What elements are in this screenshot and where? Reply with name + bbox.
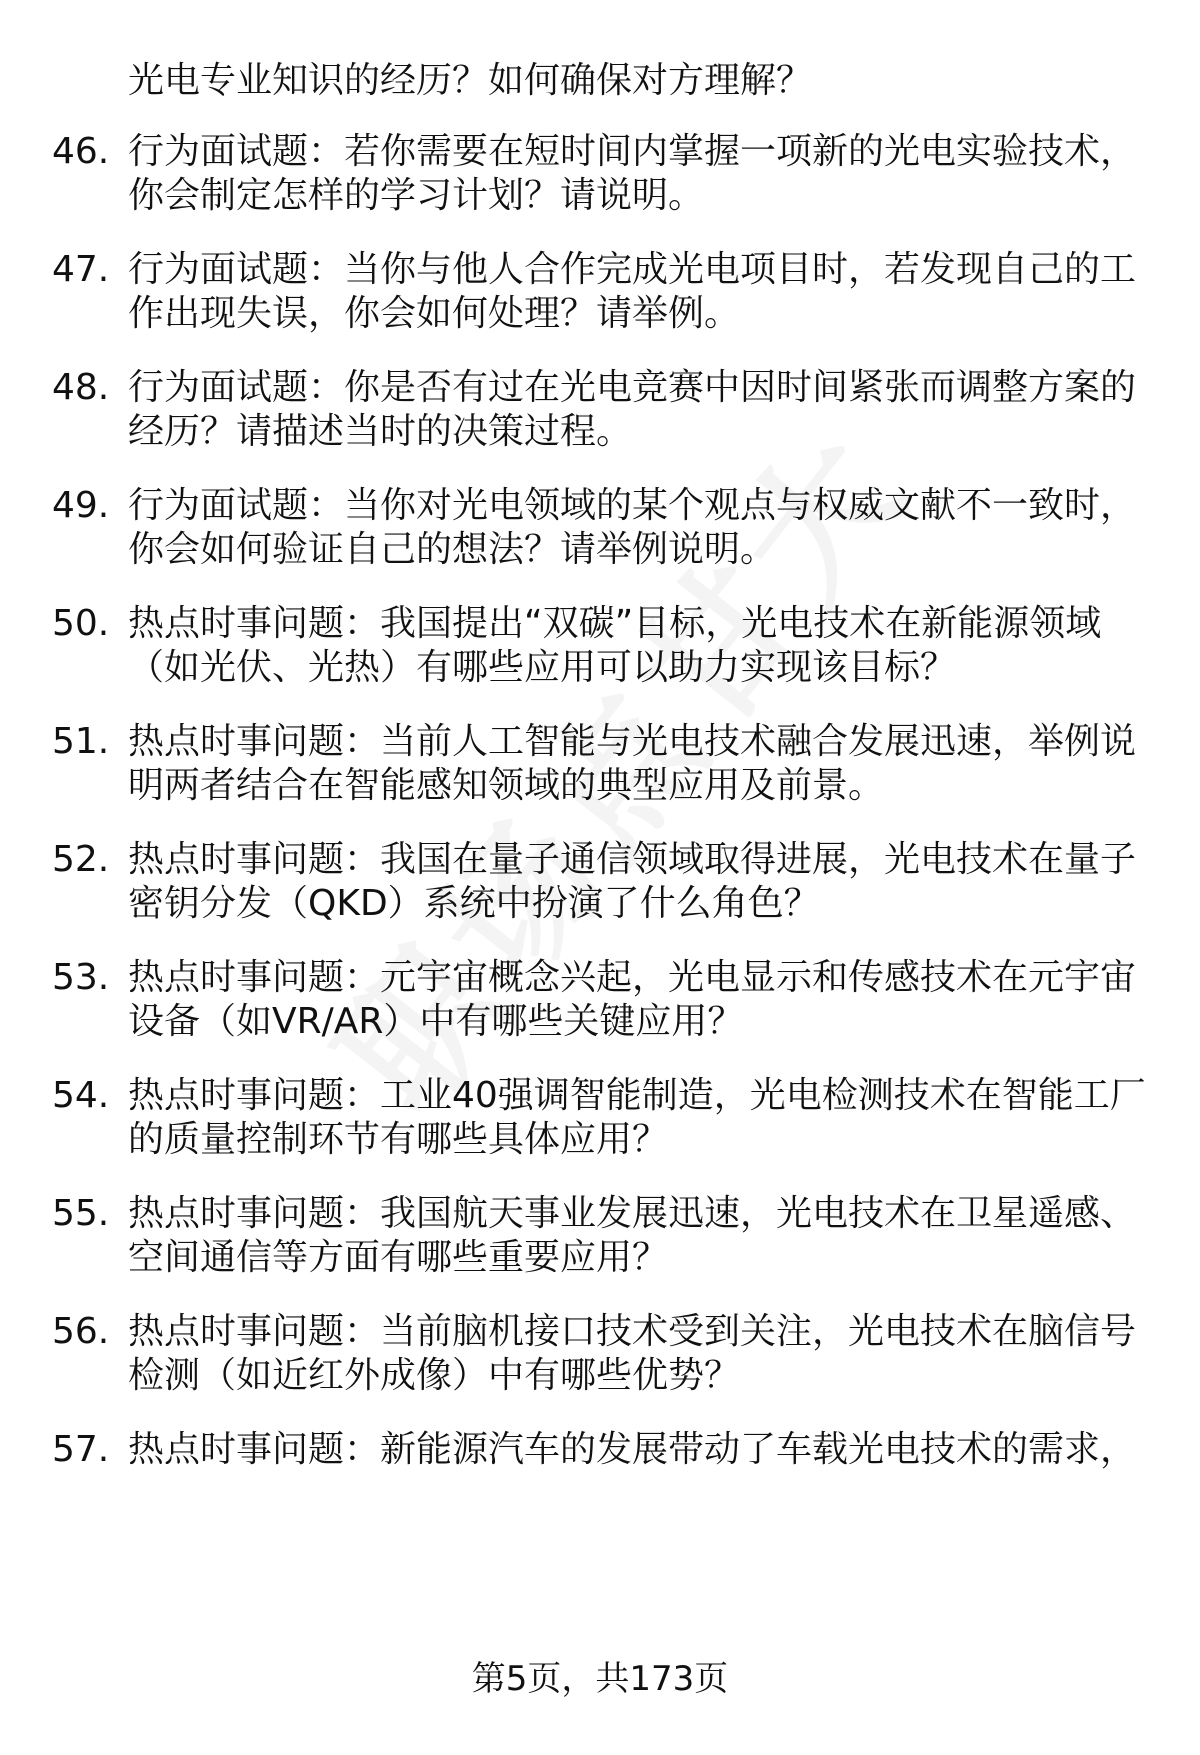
question-line-2: 经历？请描述当时的决策过程。: [128, 411, 633, 452]
question-line-2: 明两者结合在智能感知领域的典型应用及前景。: [128, 765, 885, 806]
question-line-1: 行为面试题：当你与他人合作完成光电项目时，若发现自己的工: [128, 249, 1137, 290]
question-line-2: 你会如何验证自己的想法？请举例说明。: [128, 529, 777, 570]
question-line-2: 空间通信等方面有哪些重要应用？: [128, 1237, 669, 1278]
question-line-2: 设备（如VR/AR）中有哪些关键应用？: [128, 1001, 744, 1042]
question-line-2: 检测（如近红外成像）中有哪些优势？: [128, 1355, 741, 1396]
question-number: 56.: [52, 1311, 110, 1352]
question-line-2: 密钥分发（QKD）系统中扮演了什么角色？: [128, 883, 820, 924]
question-line-1: 热点时事问题：新能源汽车的发展带动了车载光电技术的需求，: [128, 1429, 1137, 1470]
question-line-2: （如光伏、光热）有哪些应用可以助力实现该目标？: [128, 647, 957, 688]
question-number: 48.: [52, 367, 110, 408]
question-line-1: 热点时事问题：当前脑机接口技术受到关注，光电技术在脑信号: [128, 1311, 1137, 1352]
question-number: 57.: [52, 1429, 110, 1470]
question-number: 53.: [52, 957, 110, 998]
question-number: 49.: [52, 485, 110, 526]
question-number: 50.: [52, 603, 110, 644]
question-number: 55.: [52, 1193, 110, 1234]
question-line-2: 的质量控制环节有哪些具体应用？: [128, 1119, 669, 1160]
question-line-1: 热点时事问题：我国在量子通信领域取得进展，光电技术在量子: [128, 839, 1137, 880]
question-number: 47.: [52, 249, 110, 290]
question-line-2: 作出现失误，你会如何处理？请举例。: [128, 293, 741, 334]
question-line-1: 热点时事问题：元宇宙概念兴起，光电显示和传感技术在元宇宙: [128, 957, 1137, 998]
question-number: 46.: [52, 131, 110, 172]
continuation-line: 光电专业知识的经历？如何确保对方理解？: [128, 60, 813, 101]
question-number: 52.: [52, 839, 110, 880]
question-line-1: 行为面试题：当你对光电领域的某个观点与权威文献不一致时，: [128, 485, 1137, 526]
question-line-1: 热点时事问题：工业40强调智能制造，光电检测技术在智能工厂: [128, 1075, 1146, 1116]
question-line-1: 热点时事问题：我国航天事业发展迅速，光电技术在卫星遥感、: [128, 1193, 1137, 1234]
question-line-1: 热点时事问题：我国提出“双碳”目标，光电技术在新能源领域: [128, 603, 1102, 644]
question-line-2: 你会制定怎样的学习计划？请说明。: [128, 175, 705, 216]
question-line-1: 行为面试题：若你需要在短时间内掌握一项新的光电实验技术，: [128, 131, 1137, 172]
page-footer: 第5页，共173页: [471, 1659, 729, 1699]
question-line-1: 行为面试题：你是否有过在光电竞赛中因时间紧张而调整方案的: [128, 367, 1137, 408]
question-line-1: 热点时事问题：当前人工智能与光电技术融合发展迅速，举例说: [128, 721, 1137, 762]
question-number: 51.: [52, 721, 110, 762]
question-number: 54.: [52, 1075, 110, 1116]
